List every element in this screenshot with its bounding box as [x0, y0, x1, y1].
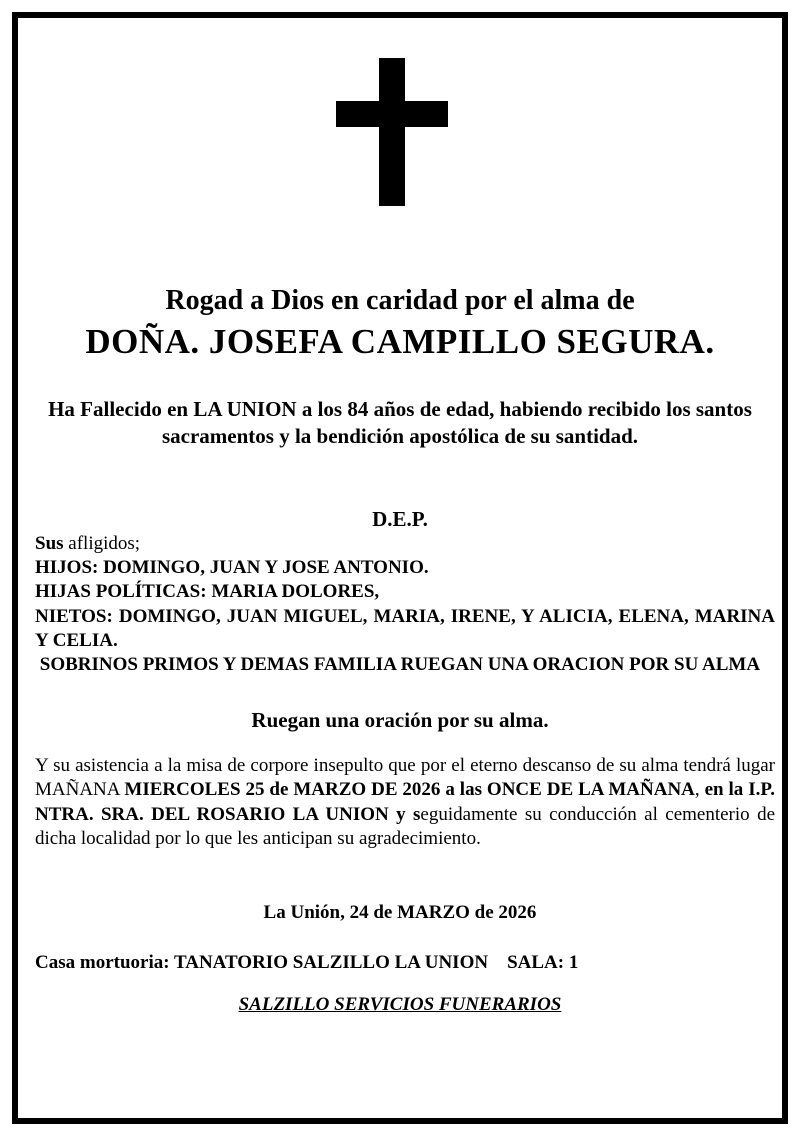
death-notice-text: Ha Fallecido en LA UNION a los 84 años de edad, habiendo recibido los santos sacramentos y la bendición apostólica de su santidad.	[48, 397, 752, 448]
dep-label: D.E.P.	[372, 507, 428, 531]
family-hijos: HIJOS: DOMINGO, JUAN Y JOSE ANTONIO.	[35, 557, 429, 579]
family-intro-rest: afligidos;	[63, 533, 141, 554]
family-list	[35, 532, 775, 677]
mass-text-3: eguidamente su conducción al cementerio de dicha localidad por lo que les anticipan su agradecimiento.	[35, 803, 775, 850]
latin-cross-icon	[336, 58, 448, 206]
family-intro	[35, 532, 775, 556]
deceased-name: DOÑA. JOSEFA CAMPILLO SEGURA.	[85, 322, 715, 361]
mass-location: en la I.P. NTRA. SRA. DEL ROSARIO LA UNION y s	[35, 779, 776, 825]
mass-details	[35, 754, 775, 852]
cross-vertical-bar	[379, 58, 405, 206]
funeral-services-name: SALZILLO SERVICIOS FUNERARIOS	[238, 994, 562, 1015]
funeral-home-line: Casa mortuoria: TANATORIO SALZILLO LA UNION SALA: 1	[35, 952, 579, 973]
family-nietos: NIETOS: DOMINGO, JUAN MIGUEL, MARIA, IRENE, Y ALICIA, ELENA, MARINA Y CELIA.	[35, 605, 775, 651]
mass-text-2: ,	[694, 779, 705, 801]
cross-horizontal-bar	[336, 101, 448, 127]
mass-date-time: MIERCOLES 25 de MARZO DE 2026 a las ONCE DE LA MAÑANA	[124, 779, 695, 801]
prayer-intro: Rogad a Dios en caridad por el alma de	[165, 285, 635, 316]
notice-border-frame	[12, 12, 788, 1124]
family-hijas-politicas: HIJAS POLÍTICAS: MARIA DOLORES,	[35, 581, 380, 603]
family-intro-bold: Sus	[35, 533, 64, 554]
prayer-request: Ruegan una oración por su alma.	[251, 708, 549, 732]
mass-text-1: Y su asistencia a la misa de corpore insepulto que por el eterno descanso de su alma tendrá lugar MAÑANA	[35, 755, 775, 801]
family-sobrinos: SOBRINOS PRIMOS Y DEMAS FAMILIA RUEGAN UNA ORACION POR SU ALMA	[35, 654, 761, 676]
place-date-line: La Unión, 24 de MARZO de 2026	[263, 902, 537, 923]
